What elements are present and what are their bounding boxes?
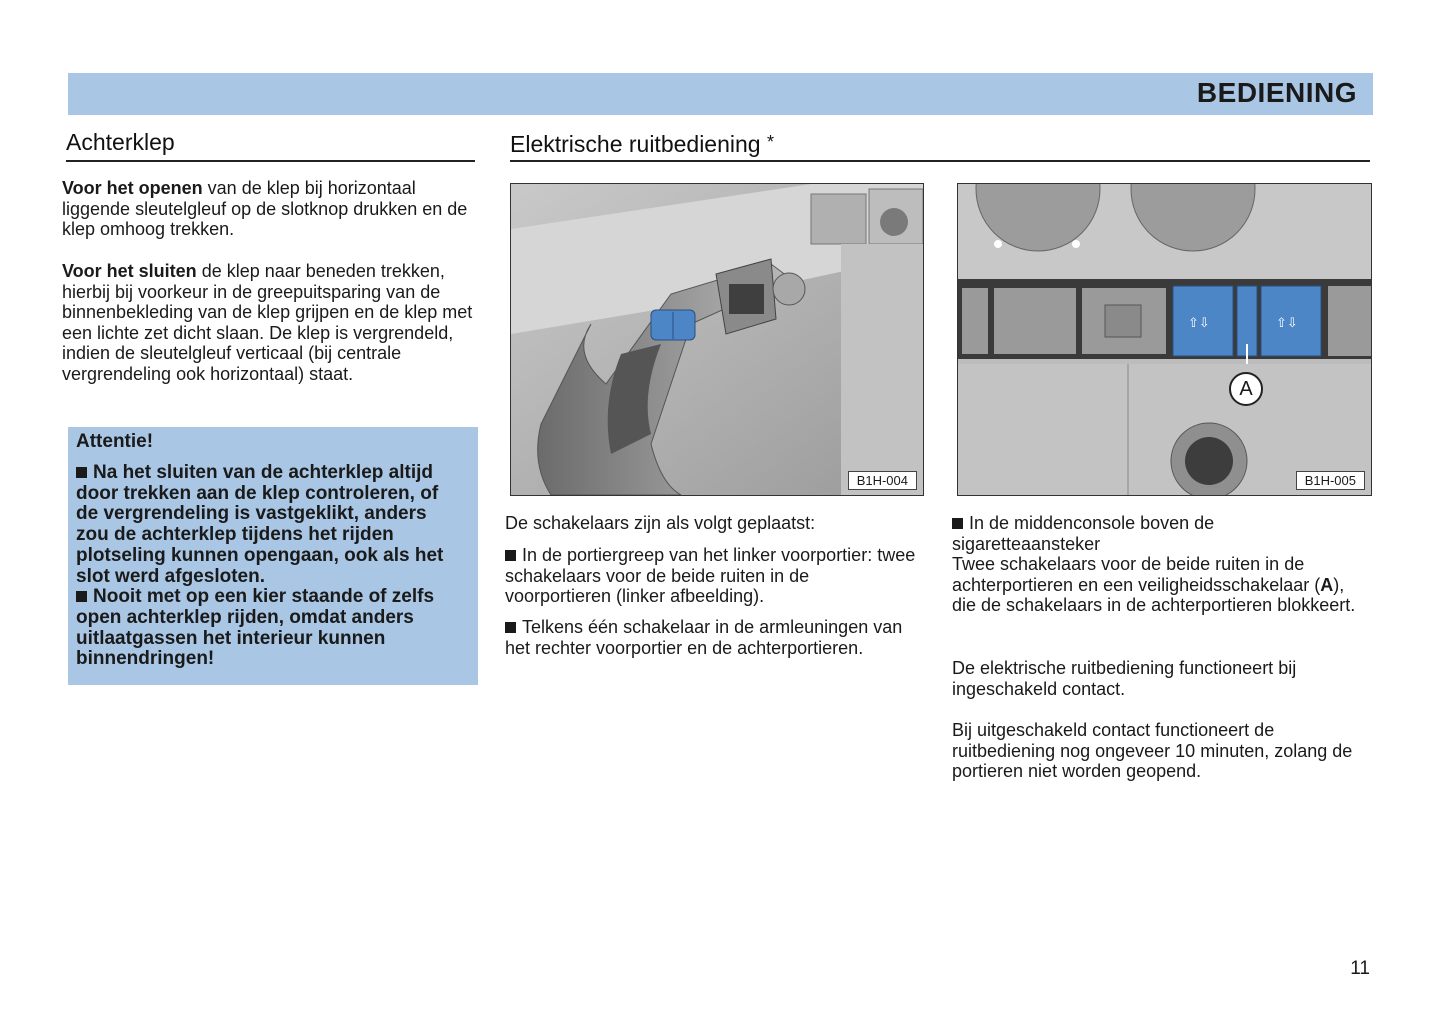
middenconsole-body-a: Twee schakelaars voor de beide ruiten in de achterportieren en een veiligheidsschakelaar ( bbox=[952, 554, 1321, 595]
ruitbediening-title-text: Elektrische ruitbediening bbox=[510, 131, 761, 157]
middenconsole-bold-a: A bbox=[1320, 574, 1334, 595]
openen-text: van de klep bij horizontaal liggende sleutelgleuf op de slotknop drukken en de klep omhoog trekken. bbox=[62, 178, 468, 239]
sluiten-text: de klep naar beneden trekken, hierbij bij voorkeur in de greepuitsparing van de binnenbekleding van de klep grijpen en de klep met een lichte zet dicht slaan. De klep is vergrendeld, indien de sleutelgleuf verticaal (bij centrale vergrendeling ook horizontaal) staat. bbox=[62, 261, 473, 384]
section-header-title: BEDIENING bbox=[1196, 77, 1357, 108]
warning-title: Attentie! bbox=[76, 431, 154, 452]
footnote-asterisk: * bbox=[766, 132, 774, 152]
warning-text bbox=[76, 463, 462, 670]
page-number: 11 bbox=[1350, 958, 1370, 979]
svg-text:⇧⇩: ⇧⇩ bbox=[1188, 316, 1210, 331]
paragraph-contact-on: De elektrische ruitbediening functioneert bij ingeschakeld contact. bbox=[952, 658, 1297, 699]
left-title-rule bbox=[66, 160, 475, 162]
warning-box bbox=[68, 427, 478, 685]
paragraph-sluiten bbox=[62, 261, 474, 384]
middenconsole-body-b: ), die de schakelaars in de achterportieren blokkeert. bbox=[952, 574, 1356, 615]
bullet-portiergreep-text: In de portiergreep van het linker voorportier: twee schakelaars voor de beide ruiten in de voorportieren (linker afbeelding). bbox=[505, 545, 916, 606]
intro-text: De schakelaars zijn als volgt geplaatst: bbox=[505, 513, 816, 533]
warning-item-1: Na het sluiten van de achterklep altijd door trekken aan de klep controleren, of de vergrendeling is vastgeklikt, anders zou de achterklep tijdens het rijden plotseling kunnen opengaan, ook als het slot werd afgesloten. bbox=[76, 462, 444, 587]
svg-text:⇧⇩: ⇧⇩ bbox=[1276, 316, 1298, 331]
bullet-icon bbox=[952, 518, 963, 529]
figure-2-label: B1H-005 bbox=[1296, 471, 1365, 490]
figure-door-handle-switches bbox=[510, 183, 924, 496]
bullet-icon bbox=[505, 550, 516, 561]
right-title-rule bbox=[510, 160, 1370, 162]
bullet-middenconsole-head: In de middenconsole boven de sigaretteaansteker bbox=[952, 513, 1215, 554]
figure-center-console-switches bbox=[957, 183, 1372, 496]
header-band bbox=[68, 73, 1373, 115]
bullet-armleuningen-text: Telkens één schakelaar in de armleuningen van het rechter voorportier en de achterportieren. bbox=[505, 617, 903, 658]
bullet-armleuningen bbox=[505, 617, 920, 658]
callout-a: A bbox=[1229, 372, 1263, 406]
sluiten-lead: Voor het sluiten bbox=[62, 261, 197, 281]
openen-lead: Voor het openen bbox=[62, 178, 203, 198]
achterklep-title: Achterklep bbox=[66, 129, 175, 155]
bullet-icon bbox=[76, 467, 87, 478]
bullet-icon bbox=[76, 591, 87, 602]
bullet-middenconsole bbox=[952, 513, 1366, 616]
ruitbediening-title bbox=[510, 131, 774, 158]
warning-item-2: Nooit met op een kier staande of zelfs open achterklep rijden, omdat anders uitlaatgassen het interieur kunnen binnendringen! bbox=[76, 586, 435, 670]
bullet-portiergreep bbox=[505, 545, 920, 607]
bullet-icon bbox=[505, 622, 516, 633]
paragraph-contact-off: Bij uitgeschakeld contact functioneert de ruitbediening nog ongeveer 10 minuten, zolang de portieren niet worden geopend. bbox=[952, 720, 1353, 781]
figure-1-label: B1H-004 bbox=[848, 471, 917, 490]
door-handle-illustration bbox=[511, 184, 923, 495]
console-illustration bbox=[958, 184, 1371, 495]
paragraph-openen bbox=[62, 178, 474, 240]
